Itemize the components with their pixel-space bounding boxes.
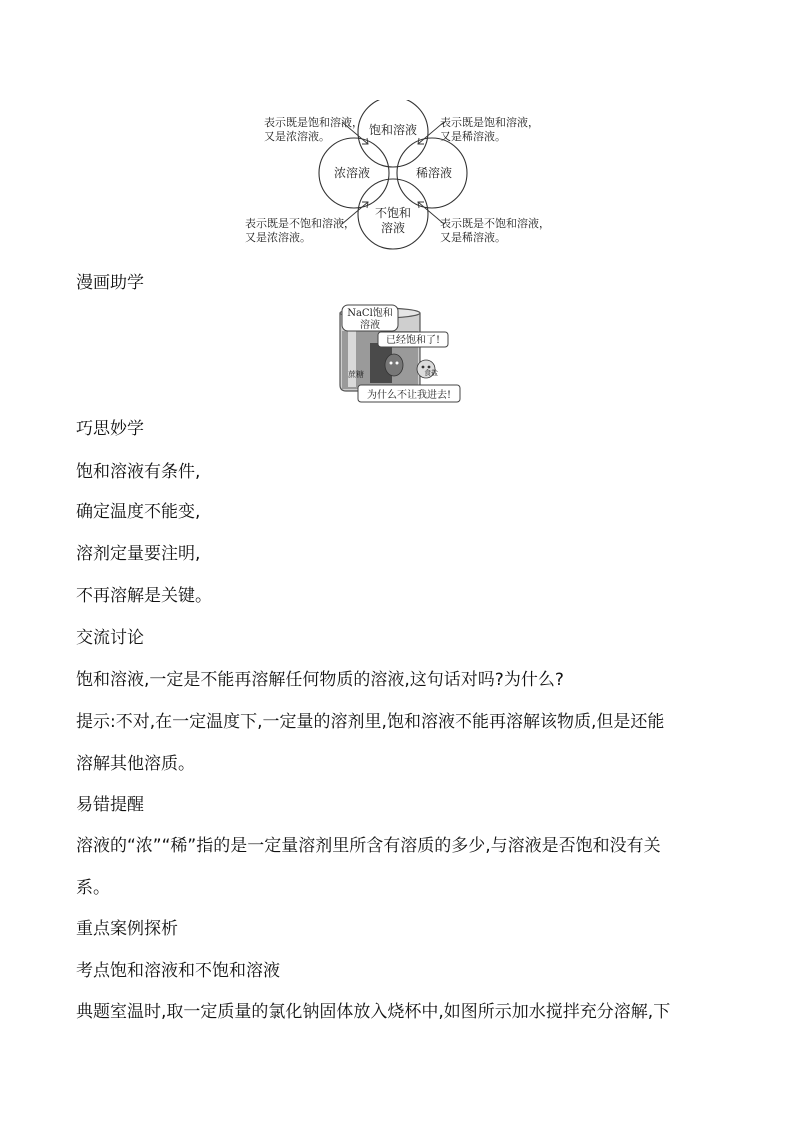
venn-note-top-right-1: 表示既是饱和溶液， xyxy=(440,116,539,129)
comic-illustration xyxy=(330,303,465,405)
venn-note-bottom-left-2: 又是浓溶液。 xyxy=(245,231,311,244)
comic-heading: 漫画助学 xyxy=(76,273,144,293)
bubble-saturated: 已经饱和了! xyxy=(385,335,441,346)
tips-line-2: 确定温度不能变, xyxy=(76,502,201,522)
venn-note-bottom-right-2: 又是稀溶液。 xyxy=(440,231,506,244)
venn-label-top: 饱和溶液 xyxy=(368,123,418,137)
venn-note-bottom-left-1: 表示既是不饱和溶液， xyxy=(245,217,355,230)
venn-note-bottom-right-1: 表示既是不饱和溶液， xyxy=(440,217,550,230)
error-reminder-heading: 易错提醒 xyxy=(76,795,144,815)
venn-label-bottom-1: 不饱和 xyxy=(374,206,412,220)
error-reminder-line-2: 系。 xyxy=(76,878,110,898)
beaker-label-2: 溶液 xyxy=(360,320,380,331)
case-heading: 重点案例探析 xyxy=(76,919,178,939)
case-example: 典题室温时,取一定质量的氯化钠固体放入烧杯中,如图所示加水搅拌充分溶解,下 xyxy=(76,1002,671,1022)
tips-heading: 巧思妙学 xyxy=(76,419,144,439)
discussion-heading: 交流讨论 xyxy=(76,628,144,648)
char-label-right: 食盐 xyxy=(424,369,438,377)
error-reminder-line-1: 溶液的“浓”“稀”指的是一定量溶剂里所含有溶质的多少,与溶液是否饱和没有关 xyxy=(76,836,661,856)
venn-note-top-left-2: 又是浓溶液。 xyxy=(264,130,330,143)
discussion-question: 饱和溶液,一定是不能再溶解任何物质的溶液,这句话对吗?为什么? xyxy=(76,670,564,690)
bubble-question: 为什么不让我进去! xyxy=(366,390,452,401)
venn-note-top-left-1: 表示既是饱和溶液， xyxy=(264,116,363,129)
tips-line-4: 不再溶解是关键。 xyxy=(76,586,212,606)
tips-line-3: 溶剂定量要注明, xyxy=(76,544,201,564)
venn-note-top-right-2: 又是稀溶液。 xyxy=(440,130,506,143)
venn-label-right: 稀溶液 xyxy=(415,166,453,180)
discussion-hint-1: 提示:不对,在一定温度下,一定量的溶剂里,饱和溶液不能再溶解该物质,但是还能 xyxy=(76,712,665,732)
discussion-hint-2: 溶解其他溶质。 xyxy=(76,754,195,774)
tips-line-1: 饱和溶液有条件, xyxy=(76,462,201,482)
case-topic: 考点饱和溶液和不饱和溶液 xyxy=(76,961,280,981)
venn-label-left: 浓溶液 xyxy=(333,166,371,180)
venn-label-bottom-2: 溶液 xyxy=(380,221,406,235)
venn-diagram xyxy=(240,100,560,250)
char-label-left: 蔗糖 xyxy=(348,370,364,379)
beaker-label-1: NaCl饱和 xyxy=(347,308,393,319)
